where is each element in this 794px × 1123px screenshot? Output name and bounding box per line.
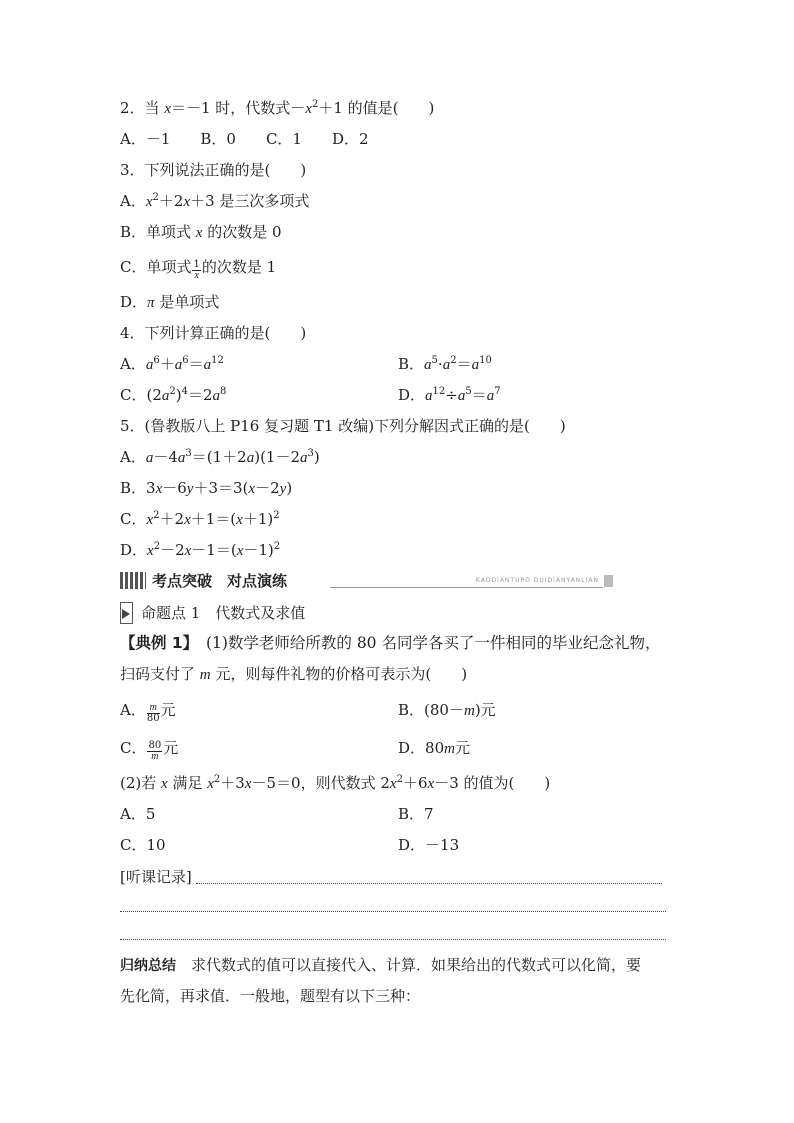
- text: 求代数式的值可以直接代入、计算．如果给出的代数式可以化简，要: [176, 956, 642, 974]
- topic-text: 命题点 1 代数式及求值: [141, 604, 306, 622]
- text: 元，则每件礼物的价格可表示为( ): [210, 665, 468, 683]
- question-2-options: A．－1 B．0 C．1 D．2: [120, 130, 369, 148]
- section-header: [120, 572, 613, 589]
- q4-option-c: [120, 385, 226, 406]
- text: －3 的值为( ): [434, 774, 551, 792]
- text: ＝(1＋2: [191, 448, 247, 466]
- section-rule: [330, 587, 603, 588]
- text: 满足: [167, 774, 208, 792]
- var: x: [147, 543, 154, 559]
- label: B．: [398, 355, 425, 373]
- unit: 元: [454, 739, 470, 757]
- var: a: [145, 357, 154, 373]
- var: x: [389, 776, 397, 792]
- label: A．: [120, 448, 146, 466]
- q4-option-b: [398, 354, 492, 375]
- unit: 元: [160, 701, 176, 719]
- q4-option-d: [398, 385, 501, 406]
- text: 是单项式: [154, 293, 220, 311]
- exp: 2: [273, 541, 281, 552]
- var: y: [186, 481, 194, 497]
- exp: 10: [479, 355, 492, 366]
- label: B．(80－: [398, 701, 464, 719]
- q3-option-b: [120, 222, 282, 243]
- unit: 元: [163, 739, 179, 757]
- exp: 2: [213, 774, 221, 785]
- var: a: [161, 388, 170, 404]
- var: x: [155, 481, 163, 497]
- exp: 2: [153, 510, 160, 521]
- exp: 2: [396, 774, 403, 785]
- exp: 12: [432, 386, 446, 397]
- text: ＋1 的值是( ): [318, 99, 435, 117]
- text: ＋1): [242, 510, 274, 528]
- q5-option-d: [120, 540, 280, 561]
- text: )(1－2: [254, 448, 301, 466]
- text: ＝－1 时，代数式－: [170, 99, 306, 117]
- text: 的次数是 0: [202, 223, 282, 241]
- text: ＋3＝3(: [193, 479, 249, 497]
- exp: 2: [169, 386, 176, 397]
- example-tag: 【典例 1】: [120, 634, 191, 652]
- notes-line-1[interactable]: [196, 883, 662, 884]
- var: a: [424, 357, 432, 373]
- text: ＋1＝(: [190, 510, 237, 528]
- text: (1)数学老师给所教的 80 名同学各买了一件相同的毕业纪念礼物，: [190, 634, 661, 652]
- q4-option-a: [120, 354, 224, 375]
- label: A．: [120, 701, 146, 719]
- summary-line-1: [120, 955, 641, 976]
- text: ＋2: [159, 510, 185, 528]
- var: x: [184, 512, 191, 528]
- var: x: [146, 512, 154, 528]
- notes-line-3[interactable]: [120, 939, 666, 940]
- q5-option-b: [120, 478, 292, 499]
- exp: 6: [153, 355, 160, 366]
- text: (2)若: [120, 774, 162, 792]
- var: y: [279, 481, 287, 497]
- label: A．: [120, 192, 146, 210]
- text: )元: [474, 701, 496, 719]
- fraction: [147, 741, 162, 762]
- var: a: [471, 357, 480, 373]
- exp: 2: [450, 355, 457, 366]
- exp: 2: [153, 541, 161, 552]
- text: ＋2: [158, 192, 184, 210]
- denominator: x: [194, 270, 199, 281]
- question-3: 3．下列说法正确的是( ): [120, 161, 307, 179]
- text: D．: [120, 293, 148, 311]
- fraction: [147, 703, 160, 724]
- text: B．单项式: [120, 223, 196, 241]
- op: ＝: [471, 386, 487, 404]
- exp: 5: [431, 355, 438, 366]
- label: A．: [120, 355, 146, 373]
- q3-option-d: [120, 292, 219, 313]
- var: a: [145, 450, 154, 466]
- text: －5＝0，则代数式 2: [251, 774, 390, 792]
- op: ·: [437, 355, 443, 373]
- var: x: [305, 101, 312, 117]
- topic-heading: [120, 602, 305, 624]
- var: x: [427, 776, 435, 792]
- op: ＝2: [188, 386, 213, 404]
- exp: 6: [182, 355, 189, 366]
- ex2-option-d: D．－13: [398, 836, 460, 854]
- text: 扫码支付了: [120, 665, 200, 683]
- var: m: [199, 667, 211, 683]
- ex2-option-a: A．5: [120, 805, 156, 823]
- q5-option-a: [120, 447, 320, 468]
- numerator: 80: [148, 740, 162, 751]
- ex2-option-c: C．10: [120, 836, 166, 854]
- fraction: [192, 260, 200, 281]
- notes-label: [听课记录]: [120, 868, 192, 886]
- text: ): [286, 479, 293, 497]
- var: a: [425, 388, 433, 404]
- text: (2: [146, 386, 162, 404]
- label: C．: [120, 386, 147, 404]
- example-1-line-1: [120, 633, 660, 653]
- play-triangle-icon: [120, 602, 133, 624]
- text: ＋3 是三次多项式: [190, 192, 310, 210]
- denominator: 80: [146, 713, 160, 724]
- label: D．: [120, 541, 148, 559]
- text: ): [175, 386, 182, 404]
- var: a: [203, 357, 212, 373]
- question-2: [120, 98, 434, 119]
- notes-line-2[interactable]: [120, 911, 666, 912]
- label: D．80: [398, 739, 445, 757]
- example-1-part-2: [120, 773, 550, 794]
- q5-option-c: [120, 509, 280, 530]
- section-end-block: [604, 575, 613, 587]
- denominator: m: [151, 751, 159, 762]
- summary-title: 归纳总结: [120, 958, 176, 974]
- question-4: 4．下列计算正确的是( ): [120, 324, 307, 342]
- text: －4: [153, 448, 178, 466]
- ex2-option-b: B．7: [398, 805, 434, 823]
- var: x: [244, 776, 252, 792]
- var: x: [161, 776, 168, 792]
- summary-line-2: 先化简，再求值．一般地，题型有以下三种：: [120, 987, 421, 1005]
- label: C．: [120, 739, 147, 757]
- op: ÷: [445, 386, 458, 404]
- exp: 3: [307, 448, 314, 459]
- section-title: 考点突破 对点演练: [152, 572, 288, 590]
- var: a: [457, 388, 466, 404]
- label: B．3: [120, 479, 156, 497]
- exp: 2: [311, 99, 319, 110]
- exp: 2: [152, 192, 159, 203]
- text: ): [313, 448, 320, 466]
- text: －6: [162, 479, 187, 497]
- var: a: [300, 450, 308, 466]
- stripes-decoration: [120, 572, 146, 589]
- ex1-option-c: [120, 738, 178, 762]
- pi: π: [147, 295, 155, 311]
- var: m: [444, 741, 455, 757]
- op: ＝: [188, 355, 204, 373]
- var: x: [184, 543, 192, 559]
- section-subtitle: KAODIANTUPO DUIDIANYANLIAN: [475, 577, 599, 584]
- var: x: [236, 512, 243, 528]
- q3-option-c: [120, 257, 276, 281]
- var: x: [164, 101, 171, 117]
- op: ＋: [159, 355, 175, 373]
- var: a: [442, 357, 451, 373]
- ex1-option-a: [120, 700, 176, 724]
- var: a: [177, 450, 186, 466]
- var: a: [246, 450, 255, 466]
- var: a: [486, 388, 495, 404]
- exp: 12: [211, 355, 224, 366]
- text: －2: [255, 479, 280, 497]
- ex1-option-b: [398, 700, 496, 721]
- exp: 5: [465, 386, 472, 397]
- example-1-line-2: [120, 664, 467, 685]
- exp: 7: [494, 386, 501, 397]
- var: x: [195, 225, 203, 241]
- var: a: [212, 388, 221, 404]
- exp: 4: [181, 386, 188, 397]
- op: ＝: [456, 355, 472, 373]
- var: x: [236, 543, 244, 559]
- text: 的次数是 1: [201, 258, 277, 276]
- numerator: 1: [193, 259, 200, 270]
- var: x: [183, 194, 191, 210]
- var: m: [463, 703, 475, 719]
- var: x: [248, 481, 256, 497]
- question-5: 5．(鲁教版八上 P16 复习题 T1 改编)下列分解因式正确的是( ): [120, 417, 566, 435]
- var: x: [145, 194, 153, 210]
- ex1-option-d: [398, 738, 470, 759]
- text: ＋6: [402, 774, 428, 792]
- q3-option-a: [120, 191, 309, 212]
- text: －1): [243, 541, 274, 559]
- var: a: [174, 357, 183, 373]
- text: ＋3: [220, 774, 245, 792]
- var: x: [207, 776, 214, 792]
- exp: 2: [273, 510, 280, 521]
- exp: 3: [185, 448, 192, 459]
- text: －1＝(: [191, 541, 237, 559]
- label: D．: [398, 386, 426, 404]
- numerator: m: [147, 703, 160, 714]
- text: －2: [160, 541, 185, 559]
- text: C．单项式: [120, 258, 192, 276]
- exp: 8: [220, 386, 227, 397]
- label: C．: [120, 510, 147, 528]
- text: 2．当: [120, 99, 165, 117]
